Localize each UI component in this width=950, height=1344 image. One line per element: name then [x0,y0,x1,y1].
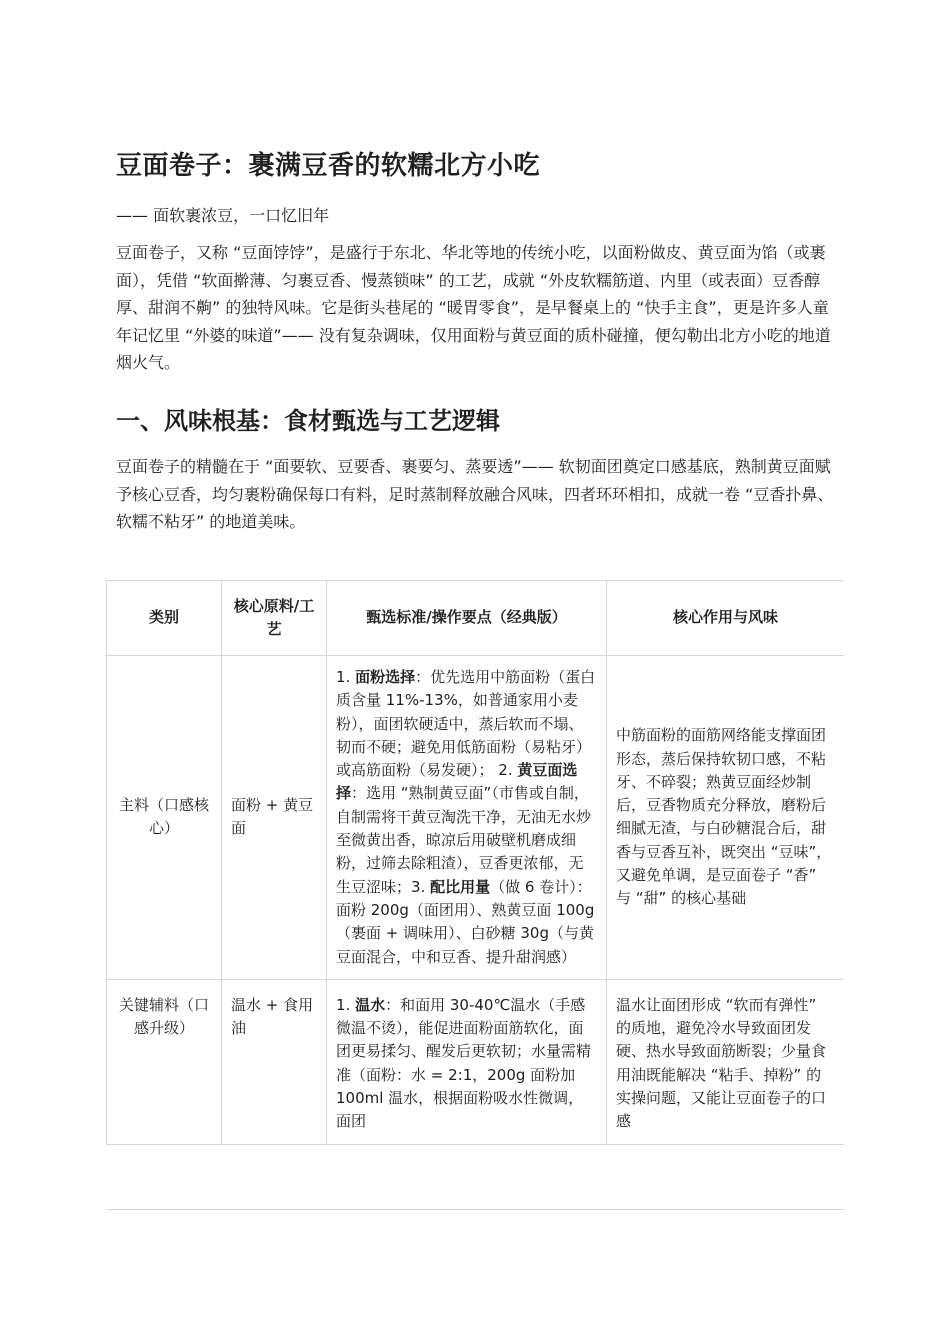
page-subtitle: —— 面软裹浓豆，一口忆旧年 [116,206,330,225]
table-row [107,656,845,980]
header-points: 甄选标准/操作要点（经典版） [327,581,607,656]
ingredients-table [106,580,844,1210]
cell-category: 主料（口感核心） [107,656,222,980]
intro-paragraph: 豆面卷子，又称 “豆面饽饽”，是盛行于东北、华北等地的传统小吃，以面粉做皮、黄豆面为馅（或裹面），凭借 “软面擀薄、匀裹豆香、慢蒸锁味” 的工艺，成就 “外皮软糯筋道、内里（或表面）豆香醇厚、甜润不齁” 的独特风味。它是街头巷尾的 “暖胃零食”，是早餐桌上的 “快手主食”，更是许多人童年记忆里 “外婆的味道”—— 没有复杂调味，仅用面粉与黄豆面的质朴碰撞，便勾勒出北方小吃的地道烟火气。 [116,243,831,372]
cell-ingredient: 面粉 + 黄豆面 [222,656,327,980]
cell-category: 关键辅料（口感升级） [107,979,222,1144]
cell-ingredient: 温水 + 食用油 [222,979,327,1144]
cell-points: 1. 温水：和面用 30-40℃温水（手感微温不烫），能促进面粉面筋软化，面团更易揉匀、醒发后更软韧；水量需精准（面粉：水 = 2:1，200g 面粉加 100ml 温水，根据面粉吸水性微调，面团 [327,979,607,1144]
cell-points: 1. 面粉选择：优先选用中筋面粉（蛋白质含量 11%-13%，如普通家用小麦粉），面团软硬适中，蒸后软而不塌、韧而不硬；避免用低筋面粉（易粘牙）或高筋面粉（易发硬）； 2. 黄豆面选择：选用 “熟制黄豆面”（市售或自制，自制需将干黄豆淘洗干净，无油无水炒至微黄出香，晾凉后用破壁机磨成细粉，过筛去除粗渣），豆香更浓郁，无生豆涩味；3. 配比用量（做 6 卷计）：面粉 200g（面团用）、熟黄豆面 100g（裹面 + 调味用）、白砂糖 30g（与黄豆面混合，中和豆香、提升甜润感） [327,656,607,980]
page-title: 豆面卷子：裹满豆香的软糯北方小吃 [116,151,541,181]
header-effect: 核心作用与风味 [607,581,845,656]
header-ingredient: 核心原料/工艺 [222,581,327,656]
table-row [107,979,845,1144]
cell-effect: 温水让面团形成 “软而有弹性” 的质地，避免冷水导致面团发硬、热水导致面筋断裂；少量食用油既能解决 “粘手、掉粉” 的实操问题，又能让豆面卷子的口感 [607,979,845,1144]
cell-effect: 中筋面粉的面筋网络能支撑面团形态，蒸后保持软韧口感，不粘牙、不碎裂；熟黄豆面经炒制后，豆香物质充分释放，磨粉后细腻无渣，与白砂糖混合后，甜香与豆香互补，既突出 “豆味”，又避免单调，是豆面卷子 “香” 与 “甜” 的核心基础 [607,656,845,980]
section-heading: 一、风味根基：食材甄选与工艺逻辑 [116,407,500,435]
table-header-row [107,581,845,656]
section-paragraph: 豆面卷子的精髓在于 “面要软、豆要香、裹要匀、蒸要透”—— 软韧面团奠定口感基底，熟制黄豆面赋予核心豆香，均匀裹粉确保每口有料，足时蒸制释放融合风味，四者环环相扣，成就一卷 “豆香扑鼻、软糯不粘牙” 的地道美味。 [116,457,834,531]
header-category: 类别 [107,581,222,656]
